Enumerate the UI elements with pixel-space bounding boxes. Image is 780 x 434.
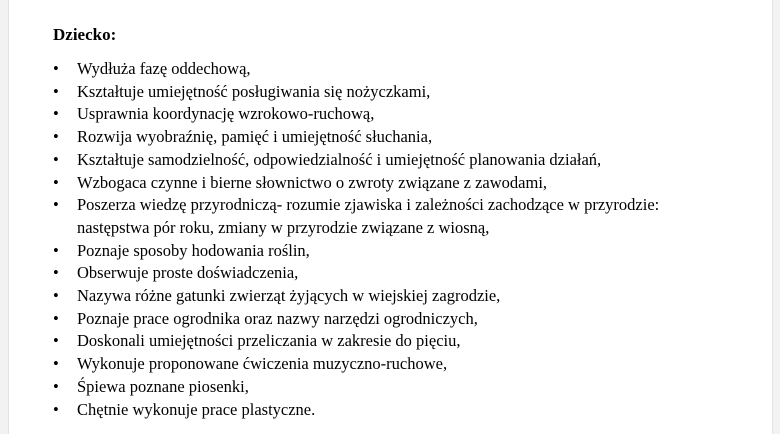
list-item-text: Kształtuje samodzielność, odpowiedzialność i umiejętność planowania działań,	[77, 149, 602, 169]
list-item	[53, 81, 753, 104]
list-item-text: Usprawnia koordynację wzrokowo-ruchową,	[77, 104, 375, 124]
bullet-icon: •	[53, 263, 59, 283]
bullet-icon: •	[53, 127, 59, 147]
bullet-icon: •	[53, 104, 59, 124]
bullet-list	[53, 58, 753, 421]
list-item-text: Nazywa różne gatunki zwierząt żyjących w wiejskiej zagrodzie,	[77, 286, 501, 306]
list-item-text: Obserwuje proste doświadczenia,	[77, 263, 299, 283]
list-item	[53, 330, 753, 353]
bullet-icon: •	[53, 308, 59, 328]
list-item	[53, 240, 753, 263]
list-item	[53, 194, 753, 239]
list-item-text: Poszerza wiedzę przyrodniczą- rozumie zjawiska i zależności zachodzące w przyrodzie:	[77, 195, 660, 215]
bullet-icon: •	[53, 354, 59, 374]
bullet-icon: •	[53, 376, 59, 396]
bullet-icon: •	[53, 149, 59, 169]
page-margin-right	[772, 0, 780, 434]
list-item	[53, 58, 753, 81]
bullet-icon: •	[53, 399, 59, 419]
list-item-text: Poznaje sposoby hodowania roślin,	[77, 240, 310, 260]
bullet-icon: •	[53, 81, 59, 101]
list-item	[53, 285, 753, 308]
list-item-text: Wzbogaca czynne i bierne słownictwo o zwroty związane z zawodami,	[77, 172, 548, 192]
list-item	[53, 399, 753, 422]
list-item	[53, 149, 753, 172]
list-item	[53, 126, 753, 149]
list-item	[53, 103, 753, 126]
bullet-icon: •	[53, 172, 59, 192]
list-item-text: następstwa pór roku, zmiany w przyrodzie związane z wiosną,	[77, 217, 490, 237]
list-item-text: Poznaje prace ogrodnika oraz nazwy narzędzi ogrodniczych,	[77, 308, 478, 328]
list-item-text: Śpiewa poznane piosenki,	[77, 376, 249, 396]
bullet-icon: •	[53, 195, 59, 215]
list-item	[53, 262, 753, 285]
list-item	[53, 376, 753, 399]
section-heading: Dziecko:	[53, 25, 117, 44]
list-item	[53, 353, 753, 376]
bullet-icon: •	[53, 59, 59, 78]
list-item-text: Chętnie wykonuje prace plastyczne.	[77, 399, 316, 419]
list-item-text: Doskonali umiejętności przeliczania w zakresie do pięciu,	[77, 331, 461, 351]
bullet-icon: •	[53, 240, 59, 260]
bullet-icon: •	[53, 331, 59, 351]
bullet-icon: •	[53, 286, 59, 306]
list-item-text: Wydłuża fazę oddechową,	[77, 59, 251, 78]
list-item-text: Kształtuje umiejętność posługiwania się nożyczkami,	[77, 81, 431, 101]
document-body	[53, 24, 753, 421]
list-item	[53, 172, 753, 195]
list-item-text: Rozwija wyobraźnię, pamięć i umiejętność słuchania,	[77, 127, 433, 147]
page-margin-left	[0, 0, 9, 434]
list-item	[53, 308, 753, 331]
list-item-text: Wykonuje proponowane ćwiczenia muzyczno-ruchowe,	[77, 354, 448, 374]
